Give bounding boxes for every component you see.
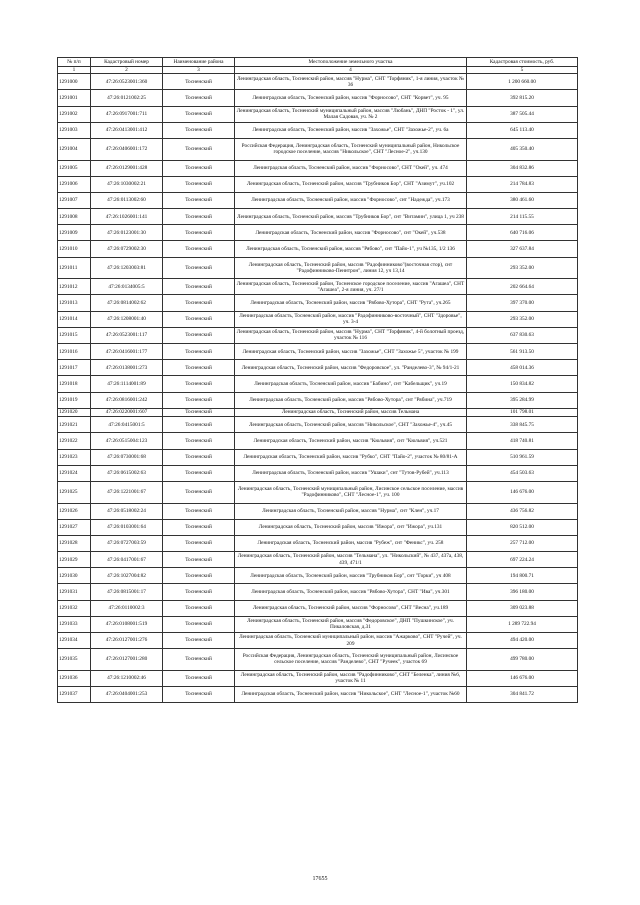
row-number: 1291002 <box>58 106 91 122</box>
parcel-location: Ленинградская область, Тосненский район, массив "Трубников Бор", снт "Витамин", улица 1, уч 238 <box>235 209 467 225</box>
cadastral-value: 405 350.40 <box>467 138 578 160</box>
parcel-location: Ленинградская область, Тосненский район, Тосненское городское поселение, массив "Агашеа", СНТ "Агашеа", 2-я линия, уч. 27/1 <box>235 279 467 295</box>
cadastral-number: 47:26:0727003:59 <box>91 535 163 551</box>
parcel-location: Ленинградская область, Тосненский муниципальный район, Лисинское сельское поселение, массив "Радофинниково", СНТ "Лесное-1", уч. 100 <box>235 481 467 503</box>
parcel-location: Ленинградская область, Тосненский район, массив "Радофинниково-восточный", СНТ "Здоровье", уч. 3-4 <box>235 311 467 327</box>
district-name: Тосненский <box>163 616 235 632</box>
table-row <box>58 122 578 138</box>
parcel-location: Ленинградская область, Тосненский район, массив "Радофинниково"(восточная стор), снт "Радофинниково-Пеннтрон", линия 12, уч 13,14 <box>235 257 467 279</box>
district-name: Тосненский <box>163 344 235 360</box>
cadastral-number: 47:26:0134005:5 <box>91 279 163 295</box>
parcel-location: Ленинградская область, Тосненский район, массив "Трубников Бор", СНТ "Азимут", уч.102 <box>235 176 467 192</box>
cadastral-value: 304 841.72 <box>467 686 578 702</box>
cadastral-value: 458 014.36 <box>467 360 578 376</box>
cadastral-number: 47:26:1027004:82 <box>91 568 163 584</box>
header-district: Наименование района <box>163 58 235 67</box>
cadastral-number: 47:26:1026001:141 <box>91 209 163 225</box>
parcel-location: Ленинградская область, Тосненский район, массив "Никольское", СНТ "Лесное-1", участок №60 <box>235 686 467 702</box>
document-page <box>57 57 577 703</box>
district-name: Тосненский <box>163 433 235 449</box>
table-row <box>58 241 578 257</box>
table-row <box>58 465 578 481</box>
row-number: 1291013 <box>58 295 91 311</box>
parcel-location: Ленинградская область, Тосненский район, массив "Рубко", СНТ "Пайо-2", участок № 80/81-А <box>235 449 467 465</box>
district-name: Тосненский <box>163 649 235 671</box>
table-row <box>58 74 578 90</box>
district-name: Тосненский <box>163 257 235 279</box>
district-name: Тосненский <box>163 568 235 584</box>
table-row <box>58 503 578 519</box>
row-number: 1291000 <box>58 74 91 90</box>
cadastral-number: 47:26:0815001:17 <box>91 584 163 600</box>
cadastral-number: 47:26:0110002:3 <box>91 600 163 616</box>
parcel-location: Ленинградская область, Тосненский район, массив "Форносово", СНТ "Окей", уч. 474 <box>235 160 467 176</box>
row-number: 1291014 <box>58 311 91 327</box>
row-number: 1291037 <box>58 686 91 702</box>
column-number: 5 <box>467 67 578 74</box>
row-number: 1291010 <box>58 241 91 257</box>
district-name: Тосненский <box>163 481 235 503</box>
district-name: Тосненский <box>163 279 235 295</box>
table-row <box>58 344 578 360</box>
cadastral-number: 47:26:0615002:63 <box>91 465 163 481</box>
parcel-location: Ленинградская область, Тосненский район, массив "Форносово", снт "Надежда", уч.173 <box>235 192 467 208</box>
row-number: 1291026 <box>58 503 91 519</box>
cadastral-number: 47:26:0121002:25 <box>91 90 163 106</box>
table-row <box>58 138 578 160</box>
district-name: Тосненский <box>163 327 235 343</box>
district-name: Тосненский <box>163 417 235 433</box>
row-number: 1291024 <box>58 465 91 481</box>
parcel-location: Ленинградская область, Тосненский район, массив "Радофинниково", СНТ "Беленка", линия №6, участок № 11 <box>235 670 467 686</box>
table-row <box>58 225 578 241</box>
cadastral-value: 454 503.63 <box>467 465 578 481</box>
district-name: Тосненский <box>163 600 235 616</box>
parcel-location: Ленинградская область, Тосненский район, массив "Рубеж", снт "Феникс", уч. 258 <box>235 535 467 551</box>
cadastral-number: 47:26:1210002:46 <box>91 670 163 686</box>
row-number: 1291015 <box>58 327 91 343</box>
parcel-location: Ленинградская область, Тосненский район, массив "Бабино", снт "Кабельщик", уч.19 <box>235 376 467 392</box>
cadastral-number: 47:26:1114001:89 <box>91 376 163 392</box>
column-number: 2 <box>91 67 163 74</box>
cadastral-value: 697 224.24 <box>467 552 578 568</box>
cadastral-value: 380 461.60 <box>467 192 578 208</box>
cadastral-value: 395 284.99 <box>467 392 578 408</box>
page-number: 17655 <box>312 876 328 882</box>
row-number: 1291035 <box>58 649 91 671</box>
cadastral-number: 47:26:0730001:68 <box>91 449 163 465</box>
cadastral-number: 47:26:1221001:67 <box>91 481 163 503</box>
row-number: 1291007 <box>58 192 91 208</box>
district-name: Тосненский <box>163 686 235 702</box>
parcel-location: Ленинградская область, Тосненский район, массив "Рябово-Хутора", СНТ "Ива", уч.301 <box>235 584 467 600</box>
table-body <box>58 74 578 703</box>
table-row <box>58 519 578 535</box>
cadastral-value: 510 961.59 <box>467 449 578 465</box>
table-row <box>58 192 578 208</box>
cadastral-number: 47:26:0127001:276 <box>91 633 163 649</box>
cadastral-number: 47:26:0113002:60 <box>91 192 163 208</box>
table-row <box>58 90 578 106</box>
cadastral-value: 387 505.44 <box>467 106 578 122</box>
cadastral-value: 1 200 660.00 <box>467 74 578 90</box>
table-row <box>58 670 578 686</box>
row-number: 1291022 <box>58 433 91 449</box>
cadastral-value: 645 113.40 <box>467 122 578 138</box>
table-row <box>58 257 578 279</box>
parcel-location: Ленинградская область, Тосненский район, массив "Трубников Бор", снт "Горки", уч 408 <box>235 568 467 584</box>
district-name: Тосненский <box>163 465 235 481</box>
row-number: 1291008 <box>58 209 91 225</box>
cadastral-number: 47:26:0404001:253 <box>91 686 163 702</box>
table-row <box>58 535 578 551</box>
header-location: Местоположение земельного участка <box>235 58 467 67</box>
cadastral-number: 47:26:0415001:5 <box>91 417 163 433</box>
row-number: 1291033 <box>58 616 91 632</box>
cadastral-value: 293 352.00 <box>467 311 578 327</box>
row-number: 1291020 <box>58 408 91 416</box>
cadastral-number: 47:26:0413001:412 <box>91 122 163 138</box>
table-row <box>58 481 578 503</box>
table-row <box>58 616 578 632</box>
parcel-location: Ленинградская область, Тосненский район, массив "Ушаки", снт "Тутов-Рубей", уч.113 <box>235 465 467 481</box>
district-name: Тосненский <box>163 519 235 535</box>
column-number: 3 <box>163 67 235 74</box>
table-row <box>58 176 578 192</box>
cadastral-value: 820 512.00 <box>467 519 578 535</box>
cadastral-value: 338 845.75 <box>467 417 578 433</box>
cadastral-number: 47:26:0917001:711 <box>91 106 163 122</box>
row-number: 1291030 <box>58 568 91 584</box>
row-number: 1291016 <box>58 344 91 360</box>
cadastral-number: 47:26:0515004:123 <box>91 433 163 449</box>
parcel-location: Российская Федерация, Ленинградская область, Тосненский муниципальный район, Лисинское сельское поселение, массив "Ранделево", СНТ "Ручеек", участок 69 <box>235 649 467 671</box>
table-row <box>58 279 578 295</box>
cadastral-number: 47:26:1208001:40 <box>91 311 163 327</box>
table-row <box>58 417 578 433</box>
district-name: Тосненский <box>163 225 235 241</box>
table-row <box>58 311 578 327</box>
parcel-location: Ленинградская область, Тосненский муниципальный район, массив "Ажарково", СНТ "Ручей", уч. 209 <box>235 633 467 649</box>
row-number: 1291003 <box>58 122 91 138</box>
table-row <box>58 649 578 671</box>
cadastral-value: 146 676.00 <box>467 481 578 503</box>
cadastral-number: 47:26:0220001:607 <box>91 408 163 416</box>
cadastral-value: 304 832.86 <box>467 160 578 176</box>
district-name: Тосненский <box>163 408 235 416</box>
header-value: Кадастровая стоимость, руб. <box>467 58 578 67</box>
table-row <box>58 360 578 376</box>
parcel-location: Ленинградская область, Тосненский район, массив "Рябово", снт "Пайо-1", уч №135, 1/2 136 <box>235 241 467 257</box>
table-row <box>58 686 578 702</box>
cadastral-value: 640 716.06 <box>467 225 578 241</box>
table-row <box>58 408 578 416</box>
parcel-location: Ленинградская область, Тосненский район, массив "Захожье", СНТ "Захожье-2", уч. 6а <box>235 122 467 138</box>
cadastral-value: 637 830.63 <box>467 327 578 343</box>
row-number: 1291005 <box>58 160 91 176</box>
cadastral-number: 47:26:1030002:21 <box>91 176 163 192</box>
row-number: 1291017 <box>58 360 91 376</box>
parcel-location: Ленинградская область, Тосненский район, массив "Рябово-Хутора", снт "Рябина", уч.719 <box>235 392 467 408</box>
row-number: 1291029 <box>58 552 91 568</box>
district-name: Тосненский <box>163 176 235 192</box>
parcel-location: Ленинградская область, Тосненский район, массив "Рябово-Хутора", СНТ "Рута", уч.265 <box>235 295 467 311</box>
cadastral-value: 214 784.83 <box>467 176 578 192</box>
parcel-location: Ленинградская область, Тосненский район, массив "Никольское", СНТ "Захожье-4", уч.45 <box>235 417 467 433</box>
parcel-location: Ленинградская область, Тосненский район, массив "Кюльвия", снт "Кюльвия", уч.521 <box>235 433 467 449</box>
cadastral-number: 47:26:0123001:30 <box>91 225 163 241</box>
cadastral-value: 1 289 722.94 <box>467 616 578 632</box>
row-number: 1291032 <box>58 600 91 616</box>
cadastral-number: 47:26:0814002:62 <box>91 295 163 311</box>
parcel-location: Ленинградская область, Тосненский район, массив "Федоровское", ДНП "Пушкинское", уч. Пикаловская, д.31 <box>235 616 467 632</box>
district-name: Тосненский <box>163 449 235 465</box>
table-row <box>58 209 578 225</box>
cadastral-number: 47:26:0523001:117 <box>91 327 163 343</box>
parcel-location: Ленинградская область, Тосненский район, массив Тельмана <box>235 408 467 416</box>
parcel-location: Ленинградская область, Тосненский район, массив "Нурма", СНТ "Торфяник", 1-я линия, участок № 36 <box>235 74 467 90</box>
cadastral-value: 309 023.88 <box>467 600 578 616</box>
row-number: 1291012 <box>58 279 91 295</box>
column-number: 4 <box>235 67 467 74</box>
cadastral-value: 436 756.82 <box>467 503 578 519</box>
column-number: 1 <box>58 67 91 74</box>
district-name: Тосненский <box>163 670 235 686</box>
cadastral-number: 47:26:0103001:64 <box>91 519 163 535</box>
district-name: Тосненский <box>163 295 235 311</box>
parcel-location: Ленинградская область, Тосненский район, массив "Федоровское", ул. "Ранделево-3", № 94/1-21 <box>235 360 467 376</box>
cadastral-value: 418 740.81 <box>467 433 578 449</box>
row-number: 1291004 <box>58 138 91 160</box>
parcel-location: Ленинградская область, Тосненский район, массив "Нурма", СНТ "Торфяник", 4-й болотный проезд, участок № 116 <box>235 327 467 343</box>
cadastral-value: 194 800.71 <box>467 568 578 584</box>
row-number: 1291036 <box>58 670 91 686</box>
district-name: Тосненский <box>163 192 235 208</box>
header-row <box>58 58 578 67</box>
district-name: Тосненский <box>163 311 235 327</box>
cadastral-value: 293 352.00 <box>467 257 578 279</box>
district-name: Тосненский <box>163 74 235 90</box>
district-name: Тосненский <box>163 584 235 600</box>
district-name: Тосненский <box>163 241 235 257</box>
row-number: 1291001 <box>58 90 91 106</box>
district-name: Тосненский <box>163 392 235 408</box>
cadastral-value: 327 637.84 <box>467 241 578 257</box>
row-number: 1291025 <box>58 481 91 503</box>
district-name: Тосненский <box>163 360 235 376</box>
cadastral-value: 561 913.50 <box>467 344 578 360</box>
cadastral-number: 47:26:0406001:172 <box>91 138 163 160</box>
parcel-location: Российская Федерация, Ленинградская область, Тосненский муниципальный район, Никольское городское поселение, массив "Никольское", СНТ "Лесное-2", уч.130 <box>235 138 467 160</box>
district-name: Тосненский <box>163 138 235 160</box>
district-name: Тосненский <box>163 160 235 176</box>
cadastral-number: 47:26:0127001:280 <box>91 649 163 671</box>
row-number: 1291028 <box>58 535 91 551</box>
cadastral-value: 257 712.00 <box>467 535 578 551</box>
header-cadastral-number: Кадастровый номер <box>91 58 163 67</box>
cadastral-value: 101 798.01 <box>467 408 578 416</box>
table-row <box>58 106 578 122</box>
row-number: 1291034 <box>58 633 91 649</box>
cadastral-number: 47:26:0729002:30 <box>91 241 163 257</box>
parcel-location: Ленинградская область, Тосненский район, массив "Тельмана", ул. "Никольский", № 437, 437а, 438, 439, 471/1 <box>235 552 467 568</box>
district-name: Тосненский <box>163 122 235 138</box>
cadastral-value: 146 676.00 <box>467 670 578 686</box>
district-name: Тосненский <box>163 106 235 122</box>
district-name: Тосненский <box>163 503 235 519</box>
cadastral-number: 47:26:0129001:428 <box>91 160 163 176</box>
cadastral-number: 47:26:1203003:81 <box>91 257 163 279</box>
table-row <box>58 376 578 392</box>
table-row <box>58 327 578 343</box>
row-number: 1291018 <box>58 376 91 392</box>
cadastral-table <box>57 57 578 703</box>
district-name: Тосненский <box>163 552 235 568</box>
parcel-location: Ленинградская область, Тосненский район, массив "Форносово", снт "Окей", уч.538 <box>235 225 467 241</box>
district-name: Тосненский <box>163 209 235 225</box>
table-row <box>58 160 578 176</box>
table-row <box>58 433 578 449</box>
cadastral-number: 47:26:0523001:360 <box>91 74 163 90</box>
row-number: 1291019 <box>58 392 91 408</box>
district-name: Тосненский <box>163 376 235 392</box>
parcel-location: Ленинградская область, Тосненский район, массив "Ижора", снт "Ижора", уч.131 <box>235 519 467 535</box>
cadastral-value: 397 370.00 <box>467 295 578 311</box>
table-row <box>58 552 578 568</box>
parcel-location: Ленинградская область, Тосненский район, массив "Захожье", СНТ "Захожье 5", участок № 199 <box>235 344 467 360</box>
parcel-location: Ленинградская область, Тосненский район, массив "Форносово", СНТ "Корвет", уч. 95 <box>235 90 467 106</box>
row-number: 1291011 <box>58 257 91 279</box>
district-name: Тосненский <box>163 633 235 649</box>
row-number: 1291021 <box>58 417 91 433</box>
row-number: 1291027 <box>58 519 91 535</box>
cadastral-number: 47:26:0416001:177 <box>91 344 163 360</box>
column-number-row <box>58 67 578 74</box>
table-row <box>58 633 578 649</box>
parcel-location: Ленинградская область, Тосненский район, массив "Форносово", СНТ "Весна", уч.189 <box>235 600 467 616</box>
parcel-location: Ленинградская область, Тосненский район, массив "Нурма", снт "Клен", уч.17 <box>235 503 467 519</box>
cadastral-value: 494 420.00 <box>467 633 578 649</box>
cadastral-value: 214 115.55 <box>467 209 578 225</box>
table-row <box>58 568 578 584</box>
district-name: Тосненский <box>163 535 235 551</box>
table-row <box>58 295 578 311</box>
row-number: 1291023 <box>58 449 91 465</box>
cadastral-number: 47:26:0138001:273 <box>91 360 163 376</box>
row-number: 1291009 <box>58 225 91 241</box>
cadastral-number: 47:26:0417001:67 <box>91 552 163 568</box>
header-num: № п/п <box>58 58 91 67</box>
cadastral-value: 202 664.64 <box>467 279 578 295</box>
cadastral-number: 47:26:0816001:242 <box>91 392 163 408</box>
cadastral-number: 47:26:0518002:24 <box>91 503 163 519</box>
table-row <box>58 392 578 408</box>
table-row <box>58 449 578 465</box>
cadastral-value: 150 834.82 <box>467 376 578 392</box>
row-number: 1291031 <box>58 584 91 600</box>
row-number: 1291006 <box>58 176 91 192</box>
cadastral-value: 499 780.00 <box>467 649 578 671</box>
cadastral-value: 396 180.00 <box>467 584 578 600</box>
parcel-location: Ленинградская область, Тосненский муниципальный район, массив "Любань", ДНП "Росток - 1", ул. Малая Садовая, уч. № 2 <box>235 106 467 122</box>
district-name: Тосненский <box>163 90 235 106</box>
cadastral-value: 392 815.20 <box>467 90 578 106</box>
table-row <box>58 600 578 616</box>
cadastral-number: 47:26:0108001:519 <box>91 616 163 632</box>
table-row <box>58 584 578 600</box>
